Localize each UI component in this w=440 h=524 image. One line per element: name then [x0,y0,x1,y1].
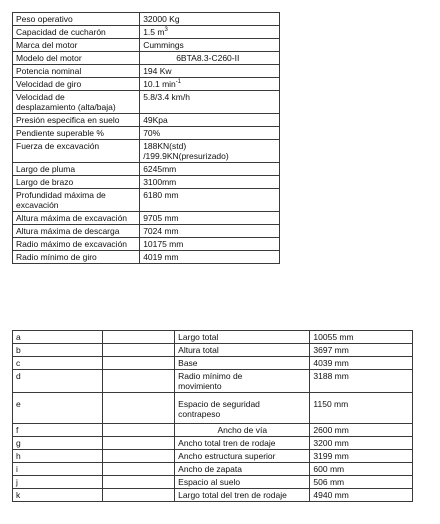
table-row [13,331,413,344]
table-row [13,65,280,78]
spec-value: 194 Kw [140,65,280,78]
table-row [13,26,280,39]
spec-label: Potencia nominal [13,65,140,78]
dimension-blank-cell [102,463,174,476]
table-row [13,251,280,264]
table-row [13,140,280,163]
spec-label: Marca del motor [13,39,140,52]
spec-label: Largo de pluma [13,163,140,176]
table-row [13,370,413,393]
dimension-blank-cell [102,489,174,502]
table-row [13,489,413,502]
table-row [13,52,280,65]
spec-label: Pendiente superable % [13,127,140,140]
table-row [13,476,413,489]
spec-label: Altura máxima de descarga [13,225,140,238]
spec-value: 6BTA8.3-C260-II [140,52,280,65]
table-row [13,13,280,26]
dimensions-table [12,330,413,502]
dimension-blank-cell [102,370,174,393]
dimension-label: Base [175,357,310,370]
dimension-label-line: contrapeso [178,409,221,419]
spec-value: Cummings [140,39,280,52]
dimension-value: 600 mm [310,463,413,476]
dimension-key: a [13,331,103,344]
dimension-key: b [13,344,103,357]
spec-value-superscript: -1 [175,79,182,85]
spec-label: Presión especifica en suelo [13,114,140,127]
spec-value: 10175 mm [140,238,280,251]
spec-label: Largo de brazo [13,176,140,189]
spec-value: 7024 mm [140,225,280,238]
table-row [13,189,280,212]
table-row [13,424,413,437]
dimension-key: f [13,424,103,437]
dimension-value: 3188 mm [310,370,413,393]
spec-value: 49Kpa [140,114,280,127]
dimension-key: j [13,476,103,489]
dimension-key: d [13,370,103,393]
spec-value [140,140,280,163]
dimension-key: h [13,450,103,463]
table-row [13,78,280,91]
specs-table [12,12,280,264]
spec-label: Radio máximo de excavación [13,238,140,251]
spec-label-line: Velocidad de [16,92,65,102]
dimension-value: 1150 mm [310,393,413,424]
spec-label [13,189,140,212]
dimension-label [175,370,310,393]
dimension-value: 10055 mm [310,331,413,344]
dimension-value: 3199 mm [310,450,413,463]
table-row [13,212,280,225]
dimension-blank-cell [102,357,174,370]
dimension-key: k [13,489,103,502]
spec-value-text: 1.5 m [143,27,165,37]
spec-label-line: desplazamiento (alta/baja) [16,102,116,112]
spec-value: 3100mm [140,176,280,189]
spec-label: Peso operativo [13,13,140,26]
dimension-label [175,393,310,424]
dimension-blank-cell [102,344,174,357]
table-row [13,450,413,463]
spec-label: Altura máxima de excavación [13,212,140,225]
dimension-key: c [13,357,103,370]
table-row [13,238,280,251]
spec-label: Capacidad de cucharón [13,26,140,39]
table-row [13,163,280,176]
spec-label: Radio mínimo de giro [13,251,140,264]
dimension-label: Ancho de zapata [175,463,310,476]
dimension-value: 4039 mm [310,357,413,370]
spec-value: 32000 Kg [140,13,280,26]
spec-value [140,26,280,39]
dimension-value: 2600 mm [310,424,413,437]
spec-value: 9705 mm [140,212,280,225]
table-row [13,39,280,52]
table-row [13,127,280,140]
dimension-label: Largo total del tren de rodaje [175,489,310,502]
dimension-blank-cell [102,331,174,344]
table-row [13,393,413,424]
table-row [13,357,413,370]
spec-value-line: /199.9KN(presurizado) [143,151,229,161]
dimension-blank-cell [102,450,174,463]
spec-value-line: 188KN(std) [143,141,187,151]
spec-value: 70% [140,127,280,140]
table-row [13,225,280,238]
table-row [13,437,413,450]
dimension-label: Ancho total tren de rodaje [175,437,310,450]
dimension-key: g [13,437,103,450]
dimension-label-line: Espacio de seguridad [178,399,260,409]
table-row [13,344,413,357]
dimension-blank-cell [102,476,174,489]
table-row [13,176,280,189]
dimension-blank-cell [102,393,174,424]
spec-label-line: Profundidad máxima de [16,190,106,200]
dimension-value: 4940 mm [310,489,413,502]
spec-label: Modelo del motor [13,52,140,65]
spec-label: Velocidad de giro [13,78,140,91]
dimension-value: 3200 mm [310,437,413,450]
spec-label: Fuerza de excavación [13,140,140,163]
dimension-key: i [13,463,103,476]
dimension-label: Espacio al suelo [175,476,310,489]
dimension-label: Largo total [175,331,310,344]
dimension-blank-cell [102,437,174,450]
spec-value: 4019 mm [140,251,280,264]
spec-value: 6180 mm [140,189,280,212]
dimension-value: 3697 mm [310,344,413,357]
dimension-label: Ancho estructura superior [175,450,310,463]
spec-value-superscript: 3 [164,27,168,33]
dimension-label-line: movimiento [178,381,222,391]
dimension-value: 506 mm [310,476,413,489]
spec-value: 6245mm [140,163,280,176]
spec-value: 5.8/3.4 km/h [140,91,280,114]
dimension-label: Altura total [175,344,310,357]
spec-value [140,78,280,91]
dimension-label-line: Radio mínimo de [178,371,243,381]
spec-label [13,91,140,114]
table-row [13,91,280,114]
table-row [13,114,280,127]
spec-value-text: 10.1 min [143,79,176,89]
dimension-label: Ancho de vía [175,424,310,437]
dimension-blank-cell [102,424,174,437]
table-row [13,463,413,476]
spec-label-line: excavación [16,200,59,210]
dimension-key: e [13,393,103,424]
